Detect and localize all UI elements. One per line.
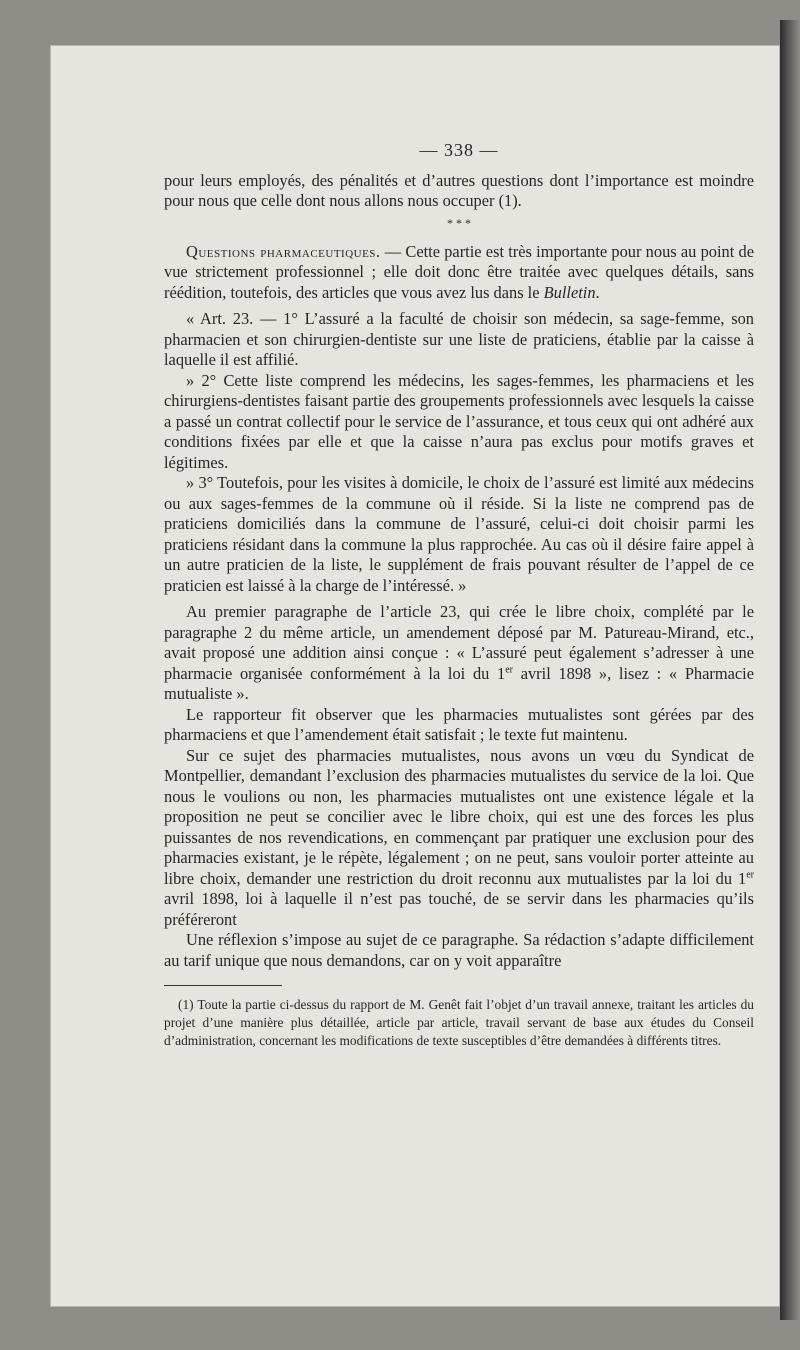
paragraph-text: Au premier paragraphe de l’article 23, qui crée le libre choix, complété par le paragraphe 2 du même article, un amendement déposé par M. Patureau-Mirand, etc., avait proposé une addition ainsi conçue : « L’assuré peut également s’adresser à une pharmacie organisée conformément à la loi du 1 [164, 602, 754, 683]
paragraph-amendement [164, 602, 754, 705]
paragraph-text: avril 1898, loi à laquelle il n’est pas touché, de se servir dans les pharmacies qu’ils préféreront [164, 889, 754, 929]
section-heading: Questions pharmaceutiques. [186, 241, 381, 261]
page-text [164, 140, 754, 1050]
footnote-divider [164, 985, 282, 986]
paragraph-text: — Cette partie est très importante pour nous au point de vue strictement professionnel ; elle doit donc être traitée avec quelques détails, sans réédition, toutefois, des articles que vous avez lus dans le [164, 241, 755, 302]
bulletin-title: Bulletin [543, 282, 596, 302]
paragraph-text: Sur ce sujet des pharmacies mutualistes, nous avons un vœu du Syndicat de Montpellier, demandant l’exclusion des pharmacies mutualistes du service de la loi. Que nous le voulions ou non, les pharmacies mutualistes ont une existence légale et la proposition ne peut se concilier avec le libre choix, qui est une des forces les plus puissantes de nos revendications, en commençant par pratiquer une exclusion pour des pharmacies existant, je le répète, légalement ; on ne peut, sans vouloir porter atteinte au libre choix, demander une restriction du droit reconnu aux mutualistes par la loi du 1 [164, 745, 754, 888]
footnote [164, 996, 754, 1050]
paragraph-questions-pharmaceutiques [164, 242, 754, 304]
superscript: er [505, 664, 514, 676]
paragraph-1: pour leurs employés, des pénalités et d’autres questions dont l’importance est moindre pour nous que celle dont nous allons nous occuper (1). [164, 170, 754, 210]
paragraph-end: . [595, 282, 600, 302]
paragraph-text: avril 1898 », lisez : « Pharmacie mutualiste ». [164, 663, 754, 703]
asterism: * * * [447, 215, 471, 230]
page-number: — 338 — [419, 140, 499, 160]
article-23-point-3: » 3° Toutefois, pour les visites à domicile, le choix de l’assuré est limité aux médecins ou aux sages-femmes de la commune où il réside. Si la liste ne comprend pas de praticiens domiciliés dans la commune de l’assuré, celui-ci doit choisir parmi les praticiens résidant dans la commune la plus rapprochée. Au cas où il désire faire appel à un autre praticien de la liste, le supplément de frais pouvant résulter de l’appel de ce praticien est laissé à la charge de l’intéressé. » [164, 473, 754, 595]
paragraph-pharmacies-mutualistes [164, 746, 754, 931]
paragraph-rapporteur: Le rapporteur fit observer que les pharmacies mutualistes sont gérées par des pharmaciens et que l’amendement était satisfait ; le texte fut maintenu. [164, 704, 754, 744]
paragraph-reflexion: Une réflexion s’impose au sujet de ce paragraphe. Sa rédaction s’adapte difficilement au tarif unique que nous demandons, car on y voit apparaître [164, 930, 754, 970]
article-23-point-2: » 2° Cette liste comprend les médecins, les sages-femmes, les pharmaciens et les chirurgiens-dentistes faisant partie des groupements professionnels avec lesquels la caisse a passé un contrat collectif pour le service de l’assurance, et tous ceux qui ont adhéré aux conditions fixées par elle et que la caisse n’aura pas exclus pour motifs graves et légitimes. [164, 370, 754, 472]
superscript: er [746, 869, 754, 881]
page-edge-shadow [780, 20, 800, 1320]
article-23-quote: « Art. 23. — 1° L’assuré a la faculté de choisir son médecin, sa sage-femme, son pharmacien et son chirurgien-dentiste sur une liste de praticiens, établie par la caisse à laquelle il est affilié. [164, 309, 754, 369]
footnote-text: (1) Toute la partie ci-dessus du rapport de M. Genêt fait l’objet d’un travail annexe, traitant les articles du projet d’une manière plus détaillée, article par article, travail servant de base aux études du Conseil d’administration, concernant les modifications de texte susceptibles d’être demandées à différents titres. [164, 997, 754, 1048]
